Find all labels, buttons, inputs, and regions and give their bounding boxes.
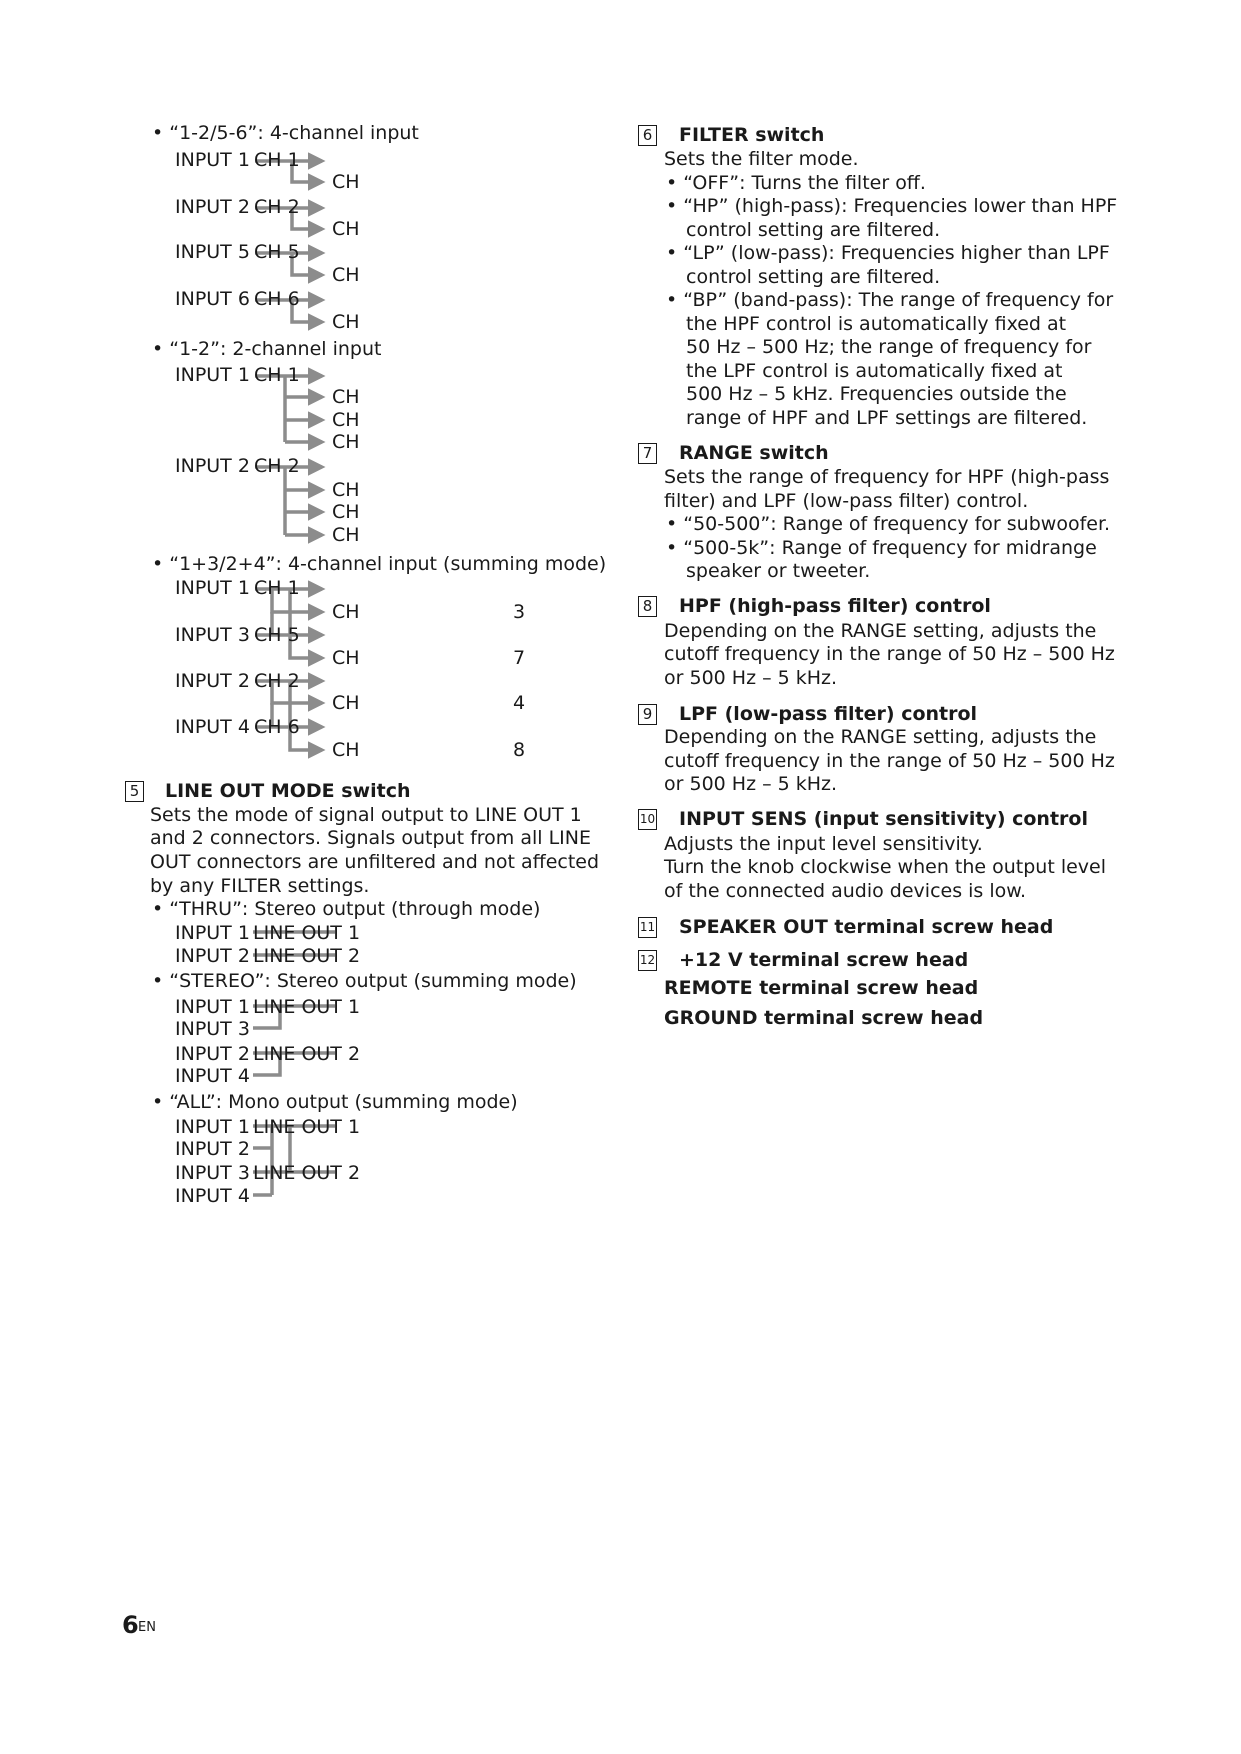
diagram-input-label: INPUT 1 xyxy=(175,922,250,944)
channel-number: 4 xyxy=(513,692,526,714)
diagram-ch-label: CH 2 xyxy=(254,196,300,218)
diagram-input-label: INPUT 6 xyxy=(175,288,250,310)
line-out-label: LINE OUT 1 xyxy=(253,996,361,1018)
section-title-hpf-control: HPF (high-pass filter) control xyxy=(679,595,991,617)
mode-stereo-bullet: • “STEREO”: Stereo output (summing mode) xyxy=(152,970,577,992)
diagram-input-label: INPUT 1 xyxy=(175,149,250,171)
section-desc-line: Sets the filter mode. xyxy=(664,148,859,170)
diagram-out-label: CH xyxy=(332,409,360,431)
diagram-ch-label: CH 2 xyxy=(254,670,300,692)
diagram-out-label: CH xyxy=(332,311,360,333)
diagram-out-label: CH xyxy=(332,739,360,761)
diagram-out-label: CH xyxy=(332,647,360,669)
diagram-ch-label: CH 1 xyxy=(254,364,300,386)
diagram-ch-label: CH 1 xyxy=(254,577,300,599)
section-desc-line: control setting are filtered. xyxy=(686,266,941,288)
diagram-input-label: INPUT 2 xyxy=(175,1043,250,1065)
mode-summing-bullet: • “1+3/2+4”: 4-channel input (summing mode) xyxy=(152,553,607,575)
section-number-9: 9 xyxy=(638,704,657,725)
diagram-ch-label: CH 1 xyxy=(254,149,300,171)
section-desc-line: or 500 Hz – 5 kHz. xyxy=(664,773,838,795)
diagram-ch-label: CH 5 xyxy=(254,624,300,646)
channel-number: 8 xyxy=(513,739,526,761)
section-desc-line: the HPF control is automatically fixed at xyxy=(686,313,1067,335)
section-title-filter-switch: FILTER switch xyxy=(679,124,825,146)
diagram-ch-label: CH 6 xyxy=(254,288,300,310)
section-title-line-out-mode: LINE OUT MODE switch xyxy=(165,780,411,802)
section-title-range-switch: RANGE switch xyxy=(679,442,829,464)
diagram-out-label: CH xyxy=(332,171,360,193)
line-out-label: LINE OUT 2 xyxy=(253,1043,361,1065)
channel-number: 7 xyxy=(513,647,526,669)
mode-2ch-bullet: • “1-2”: 2-channel input xyxy=(152,338,382,360)
section-desc-line: filter) and LPF (low-pass filter) control. xyxy=(664,490,1029,512)
remote-terminal-label: REMOTE terminal screw head xyxy=(664,977,979,999)
section-desc-line: • “HP” (high-pass): Frequencies lower than HPF xyxy=(666,195,1118,217)
section-desc-line: Turn the knob clockwise when the output level xyxy=(664,856,1107,878)
section-number-10: 10 xyxy=(638,809,657,830)
diagram-input-label: INPUT 2 xyxy=(175,670,250,692)
section-number-7: 7 xyxy=(638,443,657,464)
diagram-input-label: INPUT 1 xyxy=(175,996,250,1018)
section-title-speaker-out: SPEAKER OUT terminal screw head xyxy=(679,916,1054,938)
diagram-input-label: INPUT 3 xyxy=(175,1162,250,1184)
line-out-label: LINE OUT 2 xyxy=(253,1162,361,1184)
mode-all-bullet: • “ALL”: Mono output (summing mode) xyxy=(152,1091,518,1113)
diagram-input-label: INPUT 3 xyxy=(175,624,250,646)
section-desc-line: by any FILTER settings. xyxy=(150,875,370,897)
section-desc-line: Sets the range of frequency for HPF (high-pass xyxy=(664,466,1110,488)
mode-4ch-bullet: • “1-2/5-6”: 4-channel input xyxy=(152,122,419,144)
diagram-ch-label: CH 2 xyxy=(254,455,300,477)
section-desc-line: • “BP” (band-pass): The range of frequency for xyxy=(666,289,1114,311)
page-number: 6 xyxy=(122,1611,139,1639)
diagram-input-label: INPUT 2 xyxy=(175,455,250,477)
line-out-label: LINE OUT 2 xyxy=(253,945,361,967)
section-desc-line: • “OFF”: Turns the filter off. xyxy=(666,172,926,194)
section-desc-line: • “50-500”: Range of frequency for subwoofer. xyxy=(666,513,1111,535)
diagram-input-label: INPUT 4 xyxy=(175,1065,250,1087)
channel-number: 3 xyxy=(513,601,526,623)
section-number-11: 11 xyxy=(638,917,657,938)
diagram-out-label: CH xyxy=(332,386,360,408)
section-desc-line: control setting are filtered. xyxy=(686,219,941,241)
line-out-label: LINE OUT 1 xyxy=(253,1116,361,1138)
ground-terminal-label: GROUND terminal screw head xyxy=(664,1007,984,1029)
diagram-input-label: INPUT 1 xyxy=(175,577,250,599)
diagram-out-label: CH xyxy=(332,601,360,623)
page-language-code: EN xyxy=(138,1620,156,1635)
diagram-input-label: INPUT 1 xyxy=(175,1116,250,1138)
mode-thru-bullet: • “THRU”: Stereo output (through mode) xyxy=(152,898,541,920)
section-title-input-sens: INPUT SENS (input sensitivity) control xyxy=(679,808,1088,830)
diagram-input-label: INPUT 4 xyxy=(175,716,250,738)
section-desc-line: OUT connectors are unfiltered and not affected xyxy=(150,851,600,873)
section-desc-line: 50 Hz – 500 Hz; the range of frequency for xyxy=(686,336,1092,358)
section-desc-line: or 500 Hz – 5 kHz. xyxy=(664,667,838,689)
diagram-input-label: INPUT 5 xyxy=(175,241,250,263)
diagram-input-label: INPUT 2 xyxy=(175,1138,250,1160)
section-desc-line: cutoff frequency in the range of 50 Hz – 500 Hz xyxy=(664,643,1115,665)
section-desc-line: speaker or tweeter. xyxy=(686,560,871,582)
section-desc-line: range of HPF and LPF settings are filtered. xyxy=(686,407,1088,429)
diagram-input-label: INPUT 1 xyxy=(175,364,250,386)
diagram-out-label: CH xyxy=(332,524,360,546)
diagram-out-label: CH xyxy=(332,692,360,714)
section-desc-line: of the connected audio devices is low. xyxy=(664,880,1027,902)
section-desc-line: • “500-5k”: Range of frequency for midrange xyxy=(666,537,1097,559)
section-desc-line: and 2 connectors. Signals output from all LINE xyxy=(150,827,591,849)
diagram-input-label: INPUT 2 xyxy=(175,945,250,967)
line-out-label: LINE OUT 1 xyxy=(253,922,361,944)
section-title-lpf-control: LPF (low-pass filter) control xyxy=(679,703,978,725)
section-desc-line: Depending on the RANGE setting, adjusts the xyxy=(664,726,1097,748)
section-desc-line: the LPF control is automatically fixed at xyxy=(686,360,1063,382)
diagram-out-label: CH xyxy=(332,501,360,523)
section-desc-line: Sets the mode of signal output to LINE OUT 1 xyxy=(150,804,582,826)
diagram-out-label: CH xyxy=(332,431,360,453)
section-number-6: 6 xyxy=(638,125,657,146)
section-number-5: 5 xyxy=(125,781,144,802)
section-number-8: 8 xyxy=(638,596,657,617)
section-desc-line: • “LP” (low-pass): Frequencies higher than LPF xyxy=(666,242,1110,264)
diagram-ch-label: CH 5 xyxy=(254,241,300,263)
section-desc-line: cutoff frequency in the range of 50 Hz – 500 Hz xyxy=(664,750,1115,772)
section-title-12v-terminal: +12 V terminal screw head xyxy=(679,949,969,971)
diagram-out-label: CH xyxy=(332,479,360,501)
diagram-ch-label: CH 6 xyxy=(254,716,300,738)
diagram-input-label: INPUT 3 xyxy=(175,1018,250,1040)
section-desc-line: 500 Hz – 5 kHz. Frequencies outside the xyxy=(686,383,1067,405)
diagram-input-label: INPUT 4 xyxy=(175,1185,250,1207)
section-desc-line: Adjusts the input level sensitivity. xyxy=(664,833,983,855)
section-desc-line: Depending on the RANGE setting, adjusts the xyxy=(664,620,1097,642)
section-number-12: 12 xyxy=(638,950,657,971)
diagram-input-label: INPUT 2 xyxy=(175,196,250,218)
diagram-out-label: CH xyxy=(332,264,360,286)
diagram-out-label: CH xyxy=(332,218,360,240)
